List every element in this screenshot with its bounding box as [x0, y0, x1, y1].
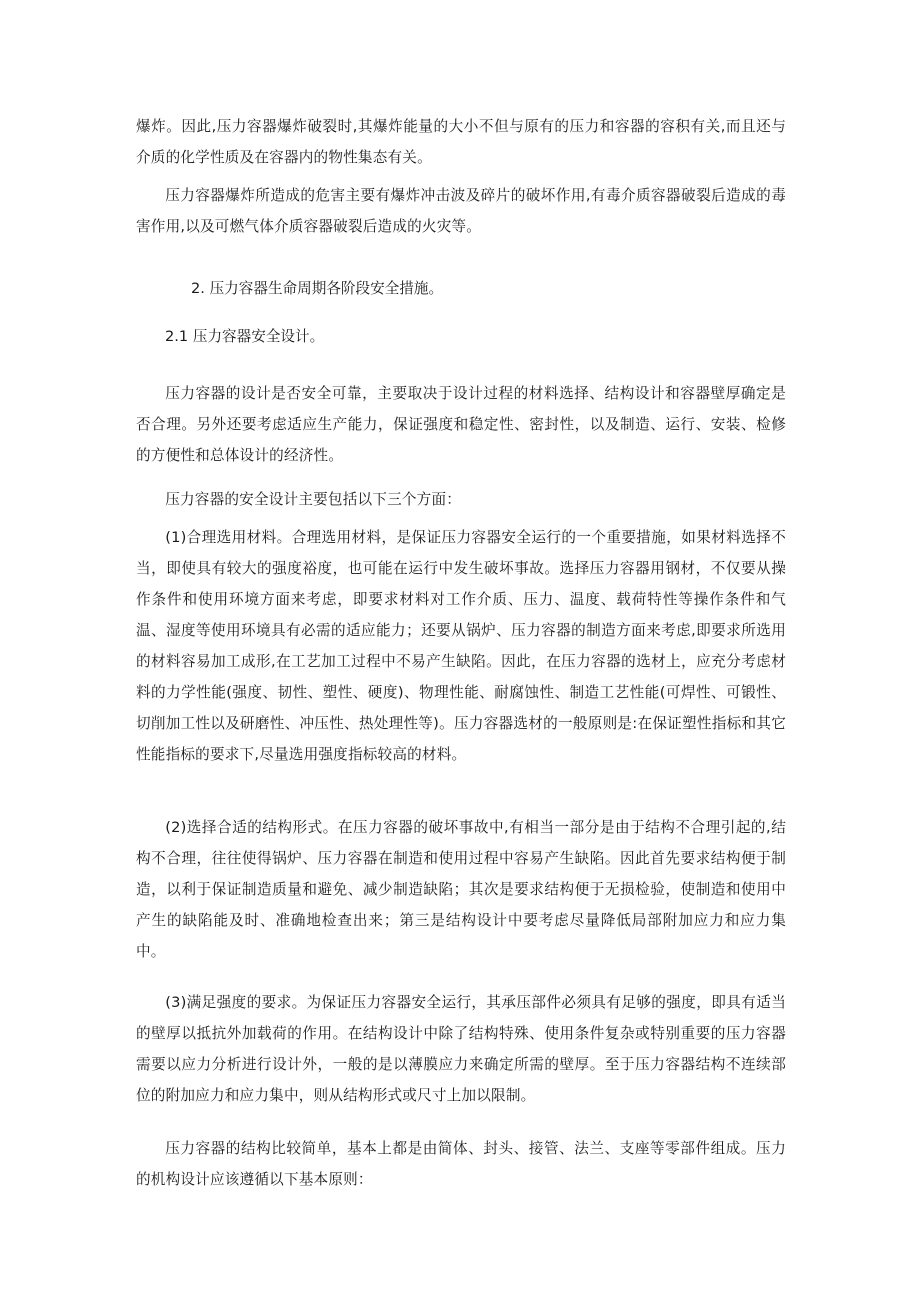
paragraph-explosion-hazards: 压力容器爆炸所造成的危害主要有爆炸冲击波及碎片的破坏作用,有毒介质容器破裂后造成的毒害作用,以及可燃气体介质容器破裂后造成的火灾等。: [136, 187, 786, 235]
paragraph-explosion-energy: 爆炸。因此,压力容器爆炸破裂时,其爆炸能量的大小不但与原有的压力和容器的容积有关,而且还与介质的化学性质及在容器内的物性集态有关。: [136, 118, 786, 166]
paragraph-structure-principles: 压力容器的结构比较简单，基本上都是由简体、封头、接管、法兰、支座等零部件组成。压力的机构设计应该遵循以下基本原则：: [136, 1140, 786, 1188]
section-heading-2-1: 2.1 压力容器安全设计。: [165, 328, 325, 345]
paragraph-material-selection: (1)合理选用材料。合理选用材料，是保证压力容器安全运行的一个重要措施，如果材料选择不当，即使具有较大的强度裕度，也可能在运行中发生破坏事故。选择压力容器用钢材，不仅要从操作条件和使用环境方面来考虑，即要求材料对工作介质、压力、温度、载荷特性等操作条件和气温、湿度等使用环境具有必需的适应能力；还要从锅炉、压力容器的制造方面来考虑,即要求所选用的材料容易加工成形,在工艺加工过程中不易产生缺陷。因此，在压力容器的选材上，应充分考虑材料的力学性能(强度、韧性、塑性、硬度)、物理性能、耐腐蚀性、制造工艺性能(可焊性、可锻性、切削加工性以及研磨性、冲压性、热处理性等)。压力容器选材的一般原则是:在保证塑性指标和其它性能指标的要求下,尽量选用强度指标较高的材料。: [136, 529, 786, 763]
paragraph-design-overview: 压力容器的设计是否安全可靠，主要取决于设计过程的材料选择、结构设计和容器壁厚确定是否合理。另外还要考虑适应生产能力，保证强度和稳定性、密封性，以及制造、运行、安装、检修的方便性和总体设计的经济性。: [136, 385, 786, 464]
paragraph-design-aspects-intro: 压力容器的安全设计主要包括以下三个方面：: [165, 491, 462, 508]
paragraph-structure-form: (2)选择合适的结构形式。在压力容器的破坏事故中,有相当一部分是由于结构不合理引起的,结构不合理，往往使得锅炉、压力容器在制造和使用过程中容易产生缺陷。因此首先要求结构便于制造，以利于保证制造质量和避免、减少制造缺陷；其次是要求结构便于无损检验，使制造和使用中产生的缺陷能及时、准确地检查出来；第三是结构设计中要考虑尽量降低局部附加应力和应力集中。: [136, 819, 786, 960]
section-heading-2: 2. 压力容器生命周期各阶段安全措施。: [191, 280, 444, 297]
paragraph-strength-requirement: (3)满足强度的要求。为保证压力容器安全运行，其承压部件必须具有足够的强度，即具有适当的壁厚以抵抗外加载荷的作用。在结构设计中除了结构特殊、使用条件复杂或特别重要的压力容器需要以应力分析进行设计外，一般的是以薄膜应力来确定所需的壁厚。至于压力容器结构不连续部位的附加应力和应力集中，则从结构形式或尺寸上加以限制。: [136, 994, 786, 1104]
